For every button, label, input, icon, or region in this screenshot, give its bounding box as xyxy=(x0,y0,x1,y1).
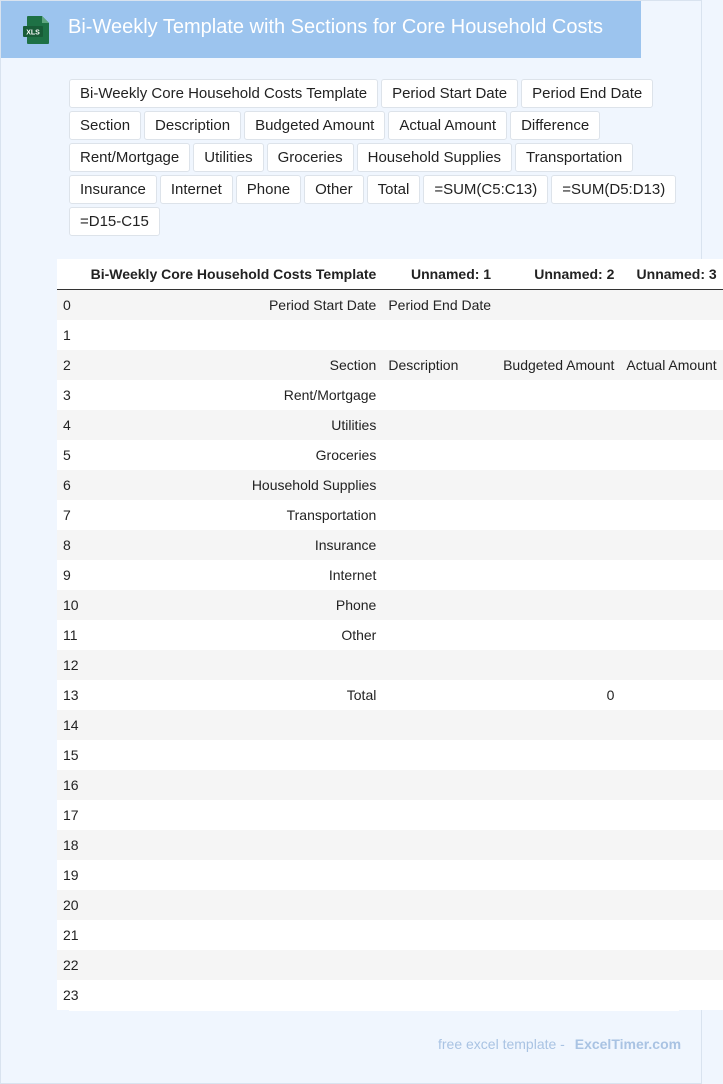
table-cell[interactable]: Rent/Mortgage xyxy=(85,380,383,410)
table-cell[interactable] xyxy=(497,950,620,980)
field-chip[interactable]: Difference xyxy=(510,111,600,140)
table-cell[interactable] xyxy=(382,950,497,980)
xls-file-icon xyxy=(22,15,51,45)
row-index: 9 xyxy=(57,560,85,590)
table-cell[interactable]: Groceries xyxy=(85,440,383,470)
table-cell[interactable] xyxy=(85,950,383,980)
column-header[interactable]: Bi-Weekly Core Household Costs Template xyxy=(85,259,383,290)
field-chip[interactable]: Period Start Date xyxy=(381,79,518,108)
field-chip[interactable]: =SUM(D5:D13) xyxy=(551,175,676,204)
table-cell[interactable] xyxy=(382,560,497,590)
row-index: 13 xyxy=(57,680,85,710)
table-cell[interactable] xyxy=(497,440,620,470)
table-cell[interactable] xyxy=(620,530,722,560)
table-row xyxy=(57,530,723,560)
table-cell[interactable] xyxy=(497,980,620,1010)
field-chip[interactable]: Actual Amount xyxy=(388,111,507,140)
table-cell[interactable] xyxy=(497,590,620,620)
field-chip[interactable]: Section xyxy=(69,111,141,140)
table-cell[interactable] xyxy=(620,620,722,650)
table-row xyxy=(57,500,723,530)
table-cell[interactable] xyxy=(497,410,620,440)
table-cell[interactable]: Period Start Date xyxy=(85,290,383,321)
table-row xyxy=(57,830,723,860)
table-cell[interactable] xyxy=(497,890,620,920)
table-row xyxy=(57,860,723,890)
table-cell[interactable] xyxy=(382,530,497,560)
table-cell[interactable] xyxy=(620,470,722,500)
table-cell[interactable] xyxy=(382,740,497,770)
table-cell[interactable] xyxy=(620,710,722,740)
field-chip[interactable]: Period End Date xyxy=(521,79,653,108)
table-row xyxy=(57,620,723,650)
row-index: 16 xyxy=(57,770,85,800)
table-cell[interactable] xyxy=(497,470,620,500)
table-cell[interactable] xyxy=(382,620,497,650)
table-cell[interactable] xyxy=(85,650,383,680)
table-cell[interactable]: Phone xyxy=(85,590,383,620)
row-index: 6 xyxy=(57,470,85,500)
table-cell[interactable] xyxy=(85,980,383,1010)
table-cell[interactable] xyxy=(620,830,722,860)
table-cell[interactable] xyxy=(85,710,383,740)
table-cell[interactable] xyxy=(620,680,722,710)
row-index: 2 xyxy=(57,350,85,380)
table-cell[interactable] xyxy=(497,770,620,800)
table-row xyxy=(57,710,723,740)
table-cell[interactable] xyxy=(85,770,383,800)
footer-credit xyxy=(438,1036,681,1052)
table-cell[interactable] xyxy=(497,860,620,890)
field-chip[interactable]: Insurance xyxy=(69,175,157,204)
row-index: 21 xyxy=(57,920,85,950)
table-cell[interactable] xyxy=(497,320,620,350)
row-index: 1 xyxy=(57,320,85,350)
table-cell[interactable]: Total xyxy=(85,680,383,710)
field-chip[interactable]: Phone xyxy=(236,175,301,204)
table-row xyxy=(57,980,723,1010)
table-cell[interactable] xyxy=(620,860,722,890)
table-cell[interactable]: Section xyxy=(85,350,383,380)
table-cell[interactable] xyxy=(620,440,722,470)
table-cell[interactable] xyxy=(382,920,497,950)
table-cell[interactable] xyxy=(620,650,722,680)
table-cell[interactable] xyxy=(497,830,620,860)
field-chip-list xyxy=(69,79,679,236)
row-index: 10 xyxy=(57,590,85,620)
column-header[interactable]: Unnamed: 3 xyxy=(620,259,722,290)
row-index: 17 xyxy=(57,800,85,830)
row-index: 18 xyxy=(57,830,85,860)
row-index: 19 xyxy=(57,860,85,890)
footer-brand-link[interactable]: ExcelTimer.com xyxy=(574,1036,682,1052)
row-index: 5 xyxy=(57,440,85,470)
table-row xyxy=(57,890,723,920)
table-cell[interactable]: 0 xyxy=(497,680,620,710)
table-cell[interactable] xyxy=(382,890,497,920)
row-index: 12 xyxy=(57,650,85,680)
index-header xyxy=(57,259,85,290)
field-chip[interactable]: Transportation xyxy=(515,143,633,172)
table-cell[interactable] xyxy=(497,560,620,590)
table-cell[interactable]: Transportation xyxy=(85,500,383,530)
table-cell[interactable] xyxy=(382,380,497,410)
footer-prefix: free excel template - xyxy=(438,1036,565,1052)
table-cell[interactable] xyxy=(497,740,620,770)
table-cell[interactable] xyxy=(85,320,383,350)
table-cell[interactable] xyxy=(382,830,497,860)
table-cell[interactable] xyxy=(382,500,497,530)
row-index: 20 xyxy=(57,890,85,920)
table-cell[interactable] xyxy=(382,470,497,500)
table-row xyxy=(57,380,723,410)
table-cell[interactable]: Utilities xyxy=(85,410,383,440)
table-cell[interactable] xyxy=(620,800,722,830)
table-cell[interactable]: Budgeted Amount xyxy=(497,350,620,380)
table-cell[interactable] xyxy=(85,860,383,890)
table-cell[interactable] xyxy=(382,800,497,830)
field-chip[interactable]: Total xyxy=(367,175,421,204)
field-chip[interactable]: Household Supplies xyxy=(357,143,512,172)
table-cell[interactable] xyxy=(620,890,722,920)
table-cell[interactable] xyxy=(497,920,620,950)
table-cell[interactable] xyxy=(85,830,383,860)
field-chip[interactable]: Other xyxy=(304,175,364,204)
table-cell[interactable] xyxy=(382,440,497,470)
table-cell[interactable]: Internet xyxy=(85,560,383,590)
table-row xyxy=(57,950,723,980)
table-cell[interactable] xyxy=(382,980,497,1010)
table-row xyxy=(57,290,723,321)
table-cell[interactable] xyxy=(85,920,383,950)
table-row xyxy=(57,770,723,800)
table-row xyxy=(57,650,723,680)
table-cell[interactable] xyxy=(382,410,497,440)
table-cell[interactable] xyxy=(620,590,722,620)
table-cell[interactable] xyxy=(85,800,383,830)
field-chip[interactable]: Description xyxy=(144,111,241,140)
table-cell[interactable]: Household Supplies xyxy=(85,470,383,500)
table-cell[interactable] xyxy=(382,680,497,710)
column-header[interactable]: Unnamed: 1 xyxy=(382,259,497,290)
row-index: 11 xyxy=(57,620,85,650)
table-row xyxy=(57,740,723,770)
table-row xyxy=(57,350,723,380)
table-cell[interactable] xyxy=(620,920,722,950)
field-chip[interactable]: =SUM(C5:C13) xyxy=(423,175,548,204)
data-table xyxy=(57,259,723,1010)
table-cell[interactable]: Description xyxy=(382,350,497,380)
table-cell[interactable] xyxy=(620,560,722,590)
row-index: 8 xyxy=(57,530,85,560)
row-index: 23 xyxy=(57,980,85,1010)
field-chip[interactable]: Bi-Weekly Core Household Costs Template xyxy=(69,79,378,108)
table-cell[interactable] xyxy=(620,980,722,1010)
table-cell[interactable] xyxy=(497,650,620,680)
table-cell[interactable] xyxy=(620,380,722,410)
table-row xyxy=(57,560,723,590)
table-cell[interactable] xyxy=(85,890,383,920)
table-cell[interactable] xyxy=(497,530,620,560)
field-chip[interactable]: =D15-C15 xyxy=(69,207,160,236)
table-cell[interactable] xyxy=(620,410,722,440)
field-chip[interactable]: Budgeted Amount xyxy=(244,111,385,140)
row-index: 4 xyxy=(57,410,85,440)
table-cell[interactable] xyxy=(497,620,620,650)
table-cell[interactable] xyxy=(382,860,497,890)
table-row xyxy=(57,800,723,830)
table-cell[interactable] xyxy=(620,770,722,800)
table-row xyxy=(57,590,723,620)
table-cell[interactable] xyxy=(497,500,620,530)
table-cell[interactable]: Other xyxy=(85,620,383,650)
row-index: 0 xyxy=(57,290,85,321)
table-cell[interactable] xyxy=(382,590,497,620)
table-row xyxy=(57,440,723,470)
row-index: 3 xyxy=(57,380,85,410)
data-table-container[interactable] xyxy=(63,259,717,1011)
field-chip[interactable]: Rent/Mortgage xyxy=(69,143,190,172)
table-row xyxy=(57,470,723,500)
table-cell[interactable] xyxy=(497,290,620,321)
table-cell[interactable] xyxy=(620,950,722,980)
table-cell[interactable]: Period End Date xyxy=(382,290,497,321)
field-chip[interactable]: Internet xyxy=(160,175,233,204)
table-row xyxy=(57,920,723,950)
table-cell[interactable] xyxy=(497,380,620,410)
row-index: 14 xyxy=(57,710,85,740)
table-cell[interactable] xyxy=(620,500,722,530)
table-cell[interactable]: Actual Amount xyxy=(620,350,722,380)
table-row xyxy=(57,410,723,440)
table-row xyxy=(57,320,723,350)
table-cell[interactable] xyxy=(382,710,497,740)
table-cell[interactable] xyxy=(620,320,722,350)
field-chip[interactable]: Utilities xyxy=(193,143,263,172)
table-cell[interactable] xyxy=(382,770,497,800)
table-row xyxy=(57,680,723,710)
column-header[interactable]: Unnamed: 2 xyxy=(497,259,620,290)
svg-text:XLS: XLS xyxy=(26,29,40,37)
table-cell[interactable] xyxy=(620,290,722,321)
table-cell[interactable] xyxy=(85,740,383,770)
table-cell[interactable] xyxy=(382,650,497,680)
table-cell[interactable]: Insurance xyxy=(85,530,383,560)
table-cell[interactable] xyxy=(620,740,722,770)
title-bar xyxy=(1,1,641,58)
table-cell[interactable] xyxy=(497,710,620,740)
row-index: 7 xyxy=(57,500,85,530)
page-title: Bi-Weekly Template with Sections for Core Household Costs xyxy=(68,16,604,38)
table-header-row xyxy=(57,259,723,290)
table-cell[interactable] xyxy=(497,800,620,830)
field-chip[interactable]: Groceries xyxy=(267,143,354,172)
row-index: 15 xyxy=(57,740,85,770)
row-index: 22 xyxy=(57,950,85,980)
table-cell[interactable] xyxy=(382,320,497,350)
